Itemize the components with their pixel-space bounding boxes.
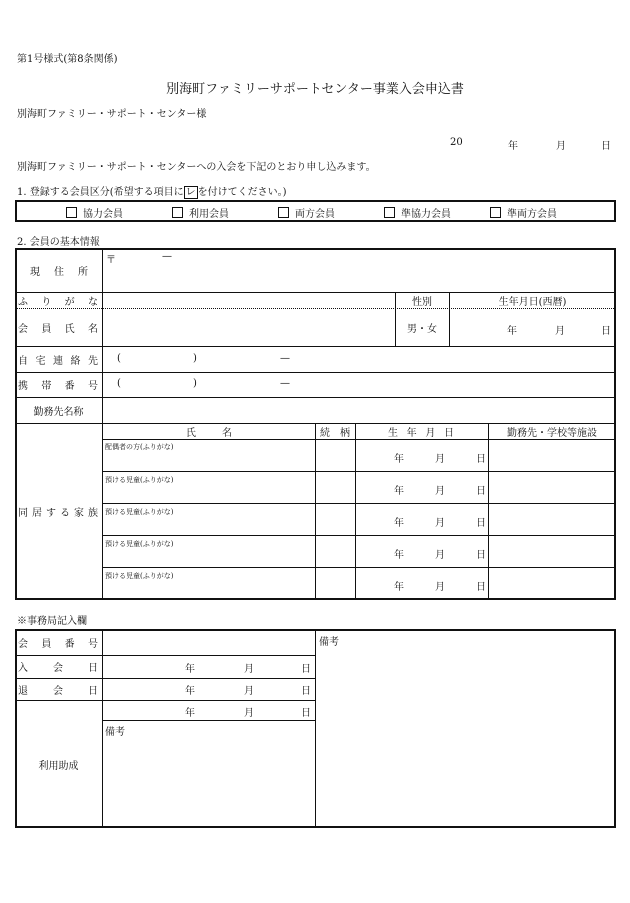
address-label: 現 住 所	[30, 266, 88, 278]
birth-year-label: 年	[507, 326, 517, 337]
family-label: 同 居 す る 家 族	[18, 508, 98, 519]
join-year-label: 年	[185, 664, 195, 675]
date-day-label: 日	[601, 141, 611, 152]
date-year-label: 年	[508, 141, 518, 152]
family-row-month: 月	[435, 518, 445, 529]
home-phone-dash: —	[280, 353, 290, 364]
birth-label: 生年月日(西暦)	[498, 296, 567, 308]
home-phone-label: 自 宅 連 絡 先	[18, 355, 98, 367]
family-row-month: 月	[435, 486, 445, 497]
addressee: 別海町ファミリー・サポート・センター様	[17, 109, 207, 120]
family-row-label: 預ける児童(ふりがな)	[105, 476, 174, 484]
family-row-day: 日	[476, 518, 486, 529]
leave-month-label: 月	[244, 686, 254, 697]
join-day-label: 日	[301, 664, 311, 675]
family-row-year: 年	[394, 582, 404, 593]
checkbox-icon[interactable]	[490, 207, 501, 218]
family-row-month: 月	[435, 582, 445, 593]
option-user[interactable]: 利用会員	[172, 205, 229, 220]
mobile-paren-open: (	[117, 378, 121, 389]
intro-text: 別海町ファミリー・サポート・センターへの入会を下記のとおり申し込みます。	[17, 162, 376, 173]
date-month-label: 月	[556, 141, 566, 152]
checkbox-icon[interactable]	[66, 207, 77, 218]
family-row-label: 預ける児童(ふりがな)	[105, 508, 174, 516]
mobile-dash: —	[280, 378, 290, 389]
family-row-day: 日	[476, 486, 486, 497]
option-semi-cooperate[interactable]: 準協力会員	[384, 205, 451, 220]
family-row-label: 預ける児童(ふりがな)	[105, 572, 174, 580]
office-heading: ※事務局記入欄	[17, 616, 87, 627]
family-row-label: 配偶者の方(ふりがな)	[105, 443, 174, 451]
checkbox-icon[interactable]	[278, 207, 289, 218]
furigana-label: ふ り が な	[18, 296, 98, 308]
office-remarks-label: 備考	[319, 637, 339, 648]
leave-day-label: 日	[301, 686, 311, 697]
leave-date-label: 退 会 日	[18, 685, 98, 697]
option-semi-both[interactable]: 準両方会員	[490, 205, 557, 220]
leave-year-label: 年	[185, 686, 195, 697]
family-row-label: 預ける児童(ふりがな)	[105, 540, 174, 548]
checkbox-icon[interactable]	[172, 207, 183, 218]
gender-value[interactable]: 男・女	[407, 323, 437, 335]
family-row-year: 年	[394, 518, 404, 529]
family-row-day: 日	[476, 550, 486, 561]
birth-month-label: 月	[555, 326, 565, 337]
family-header-name: 氏 名	[186, 427, 232, 439]
option-cooperate[interactable]: 協力会員	[66, 205, 123, 220]
gender-label: 性別	[412, 296, 432, 308]
mobile-paren-close: )	[193, 378, 197, 389]
home-phone-paren-open: (	[117, 353, 121, 364]
birth-day-label: 日	[601, 326, 611, 337]
section1-heading-post: を付けてください。)	[197, 187, 287, 198]
family-row-day: 日	[476, 454, 486, 465]
member-name-label: 会 員 氏 名	[18, 323, 98, 335]
home-phone-paren-close: )	[193, 353, 197, 364]
postal-dash: —	[162, 251, 172, 262]
family-row-year: 年	[394, 550, 404, 561]
family-row-year: 年	[394, 486, 404, 497]
family-header-relation: 続 柄	[320, 427, 350, 439]
postal-mark: 〒	[106, 255, 116, 266]
subsidy-month-label: 月	[244, 708, 254, 719]
subsidy-remarks-label: 備考	[105, 727, 125, 738]
section2-heading: 2. 会員の基本情報	[17, 237, 100, 248]
family-header-birth: 生 年 月 日	[388, 427, 454, 439]
check-mark-icon: レ	[185, 187, 196, 198]
section1-heading	[17, 183, 287, 199]
form-number: 第1号様式(第8条関係)	[17, 54, 118, 65]
mobile-label: 携 帯 番 号	[18, 381, 98, 392]
member-number-label: 会 員 番 号	[18, 638, 98, 650]
family-header-work: 勤務先・学校等施設	[507, 427, 597, 439]
section1-heading-pre: 1. 登録する会員区分(希望する項目に	[17, 187, 184, 198]
subsidy-day-label: 日	[301, 708, 311, 719]
family-row-day: 日	[476, 582, 486, 593]
workplace-label: 勤務先名称	[33, 406, 84, 418]
join-date-label: 入 会 日	[18, 663, 98, 674]
join-month-label: 月	[244, 664, 254, 675]
family-row-month: 月	[435, 550, 445, 561]
subsidy-year-label: 年	[185, 708, 195, 719]
date-prefix: 20	[450, 137, 463, 148]
family-row-month: 月	[435, 454, 445, 465]
checkbox-icon[interactable]	[384, 207, 395, 218]
subsidy-label: 利用助成	[38, 760, 79, 772]
family-row-year: 年	[394, 454, 404, 465]
option-both[interactable]: 両方会員	[278, 205, 335, 220]
page-title: 別海町ファミリーサポートセンター事業入会申込書	[166, 82, 464, 97]
